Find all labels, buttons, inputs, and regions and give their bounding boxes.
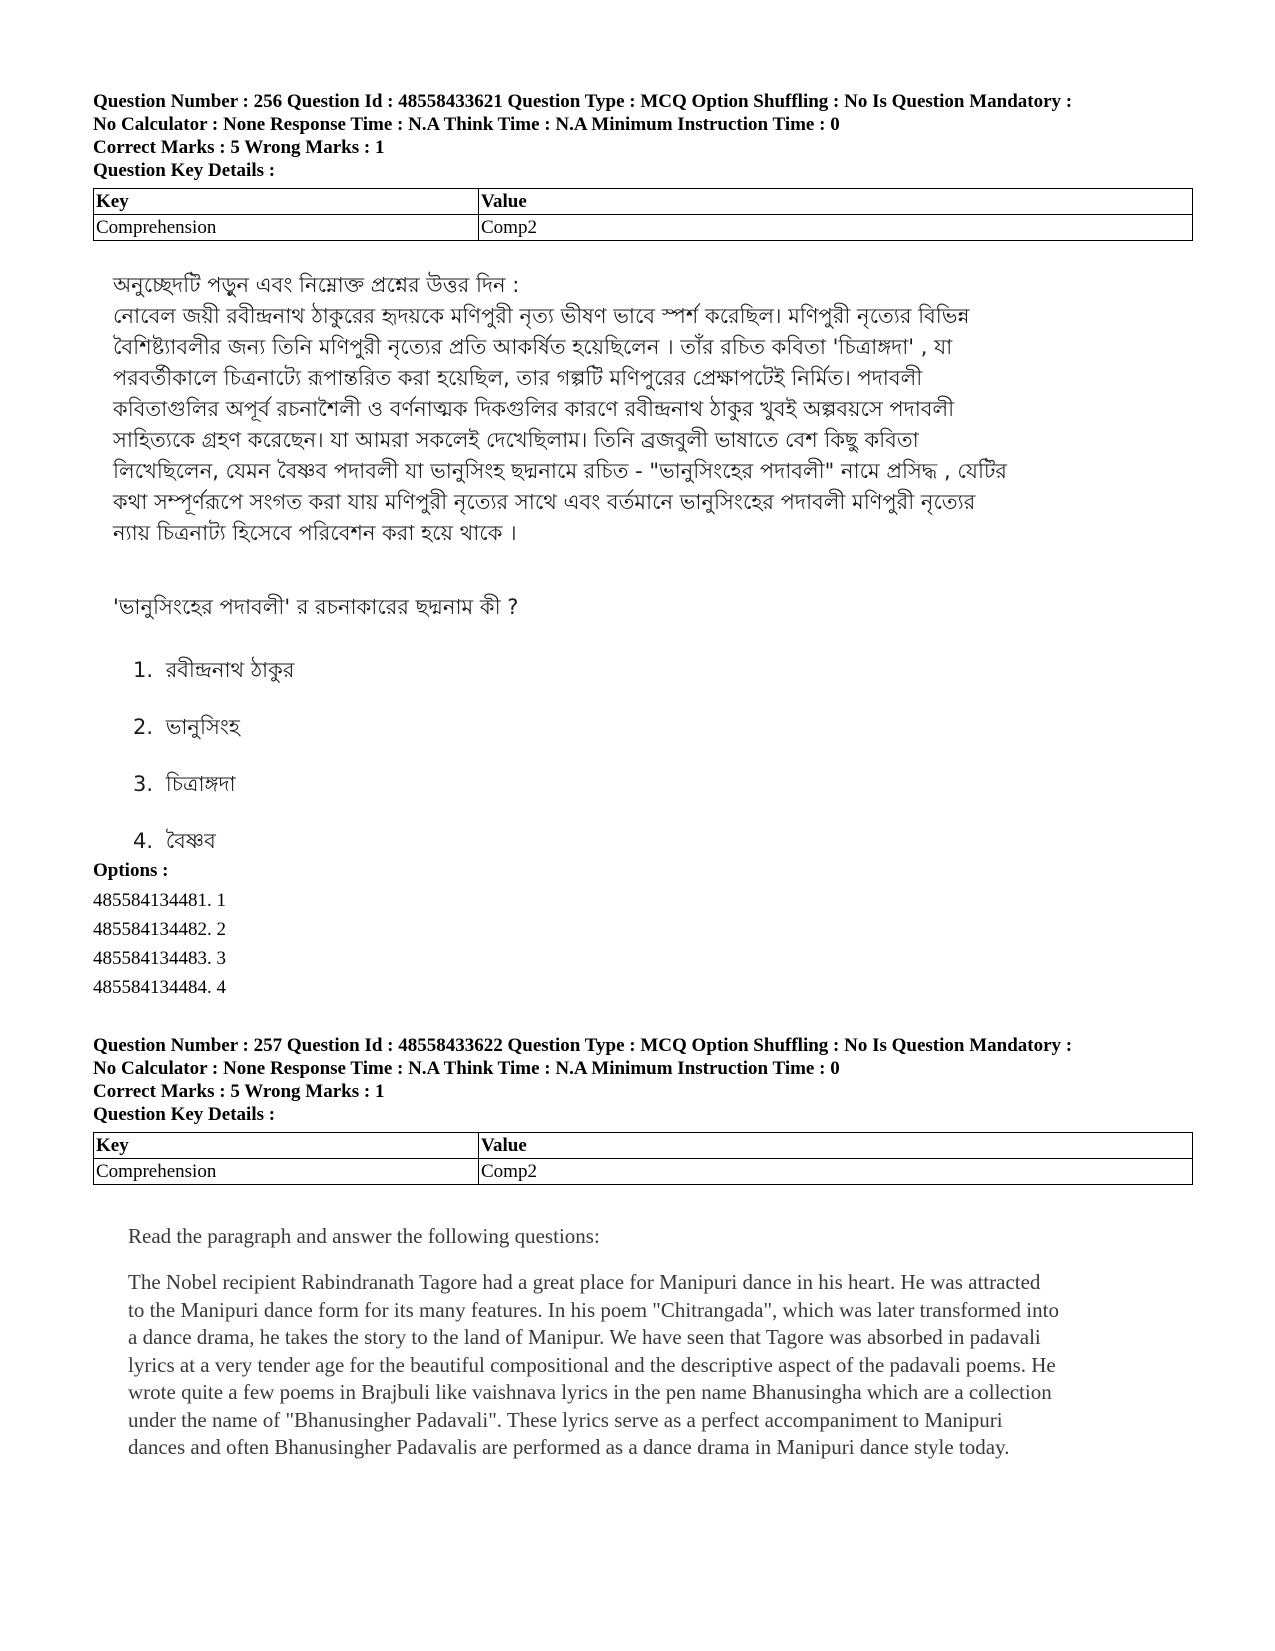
choice-item	[113, 707, 1193, 764]
meta-line-2: No Calculator : None Response Time : N.A Think Time : N.A Minimum Instruction Time : 0	[93, 114, 840, 135]
choice-number: 3.	[133, 772, 154, 796]
table-row	[94, 1159, 1193, 1185]
bengali-passage	[113, 270, 1193, 549]
table-header-key: Key	[94, 189, 479, 215]
option-id: 485584134483. 3	[93, 948, 226, 969]
meta-line-2: No Calculator : None Response Time : N.A Think Time : N.A Minimum Instruction Time : 0	[93, 1058, 840, 1079]
english-passage	[128, 1222, 1188, 1462]
passage-line: পরবর্তীকালে চিত্রনাট্যে রূপান্তরিত করা হয়েছিল, তার গল্পটি মণিপুরের প্রেক্ষাপটেই নির্মিত। পদাবলী	[113, 366, 923, 390]
key-details-label: Question Key Details :	[93, 1104, 276, 1125]
meta-line-1: Question Number : 256 Question Id : 48558433621 Question Type : MCQ Option Shuffling : No Is Question Mandatory :	[93, 91, 1073, 112]
passage-line: a dance drama, he takes the story to the land of Manipur. We have seen that Tagore was absorbed in padavali	[128, 1325, 1041, 1349]
marks-line: Correct Marks : 5 Wrong Marks : 1	[93, 1081, 385, 1102]
table-cell-value: Comp2	[479, 215, 1193, 241]
option-id: 485584134482. 2	[93, 919, 226, 940]
question-256-header	[93, 90, 1193, 241]
table-cell-key: Comprehension	[94, 215, 479, 241]
bengali-question-block	[113, 592, 1193, 878]
key-details-table	[93, 1132, 1193, 1185]
choice-number: 1.	[133, 658, 154, 682]
choice-item	[113, 764, 1193, 821]
option-id: 485584134481. 1	[93, 890, 226, 911]
options-label: Options :	[93, 860, 169, 881]
passage-line: কথা সম্পূর্ণরূপে সংগত করা যায় মণিপুরী নৃত্যের সাথে এবং বর্তমানে ভানুসিংহের পদাবলী মণিপুরী নৃত্যের	[113, 490, 976, 514]
choice-text: রবীন্দ্রনাথ ঠাকুর	[165, 658, 295, 682]
table-header-value: Value	[479, 189, 1193, 215]
passage-line: wrote quite a few poems in Brajbuli like vaishnava lyrics in the pen name Bhanusingha which are a collection	[128, 1380, 1052, 1404]
table-header-row	[94, 189, 1193, 215]
choice-text: চিত্রাঙ্গদা	[165, 772, 236, 796]
options-list	[93, 886, 1193, 1002]
option-id: 485584134484. 4	[93, 977, 226, 998]
passage-paragraph	[128, 1269, 1188, 1462]
options-section	[93, 860, 1193, 1002]
choice-number: 2.	[133, 715, 154, 739]
table-cell-value: Comp2	[479, 1159, 1193, 1185]
key-details-table	[93, 188, 1193, 241]
passage-line: কবিতাগুলির অপূর্ব রচনাশৈলী ও বর্ণনাত্মক দিকগুলির কারণে রবীন্দ্রনাথ ঠাকুর খুবই অল্পবয়সে পদাবলী	[113, 397, 955, 421]
question-text: 'ভানুসিংহের পদাবলী' র রচনাকারের ছদ্মনাম কী ?	[113, 595, 519, 619]
choice-list	[113, 650, 1193, 878]
question-257-header	[93, 1034, 1193, 1185]
passage-line: সাহিত্যকে গ্রহণ করেছেন। যা আমরা সকলেই দেখেছিলাম। তিনি ব্রজবুলী ভাষাতে বেশ কিছু কবিতা	[113, 428, 919, 452]
passage-instruction: অনুচ্ছেদটি পড়ুন এবং নিম্নোক্ত প্রশ্নের উত্তর দিন :	[113, 273, 520, 297]
table-header-row	[94, 1133, 1193, 1159]
key-details-label: Question Key Details :	[93, 160, 276, 181]
passage-line: lyrics at a very tender age for the beautiful compositional and the descriptive aspect of the padavali poems. He	[128, 1352, 1056, 1377]
question-meta	[93, 90, 1193, 182]
choice-item	[113, 650, 1193, 707]
passage-line: dances and often Bhanusingher Padavalis are performed as a dance drama in Manipuri dance style today.	[128, 1435, 1010, 1459]
meta-line-1: Question Number : 257 Question Id : 48558433622 Question Type : MCQ Option Shuffling : No Is Question Mandatory :	[93, 1035, 1073, 1056]
table-cell-key: Comprehension	[94, 1159, 479, 1185]
table-header-value: Value	[479, 1133, 1193, 1159]
choice-number: 4.	[133, 829, 154, 853]
passage-line: নোবেল জয়ী রবীন্দ্রনাথ ঠাকুরের হৃদয়কে মণিপুরী নৃত্য ভীষণ ভাবে স্পর্শ করেছিল। মণিপুরী নৃত্যের বিভিন্ন	[113, 304, 970, 328]
passage-line: The Nobel recipient Rabindranath Tagore had a great place for Manipuri dance in his heart. He was attracted	[128, 1270, 1041, 1294]
passage-line: to the Manipuri dance form for its many features. In his poem "Chitrangada", which was later transformed into	[128, 1297, 1059, 1322]
passage-line: under the name of "Bhanusingher Padavali". These lyrics serve as a perfect accompaniment to Manipuri	[128, 1407, 1003, 1432]
passage-instruction: Read the paragraph and answer the following questions:	[128, 1224, 600, 1248]
table-row	[94, 215, 1193, 241]
table-header-key: Key	[94, 1133, 479, 1159]
choice-text: বৈষ্ণব	[165, 829, 216, 853]
passage-line: বৈশিষ্ট্যাবলীর জন্য তিনি মণিপুরী নৃত্যের প্রতি আকর্ষিত হয়েছিলেন । তাঁর রচিত কবিতা 'চিত্রাঙ্গদা' , যা	[113, 335, 953, 359]
choice-text: ভানুসিংহ	[165, 715, 240, 739]
question-meta	[93, 1034, 1193, 1126]
marks-line: Correct Marks : 5 Wrong Marks : 1	[93, 137, 385, 158]
passage-line: ন্যায় চিত্রনাট্য হিসেবে পরিবেশন করা হয়ে থাকে ।	[113, 521, 517, 545]
passage-line: লিখেছিলেন, যেমন বৈষ্ণব পদাবলী যা ভানুসিংহ ছদ্মনামে রচিত - "ভানুসিংহের পদাবলী" নামে প্রসিদ্ধ , যেটির	[113, 459, 1007, 483]
